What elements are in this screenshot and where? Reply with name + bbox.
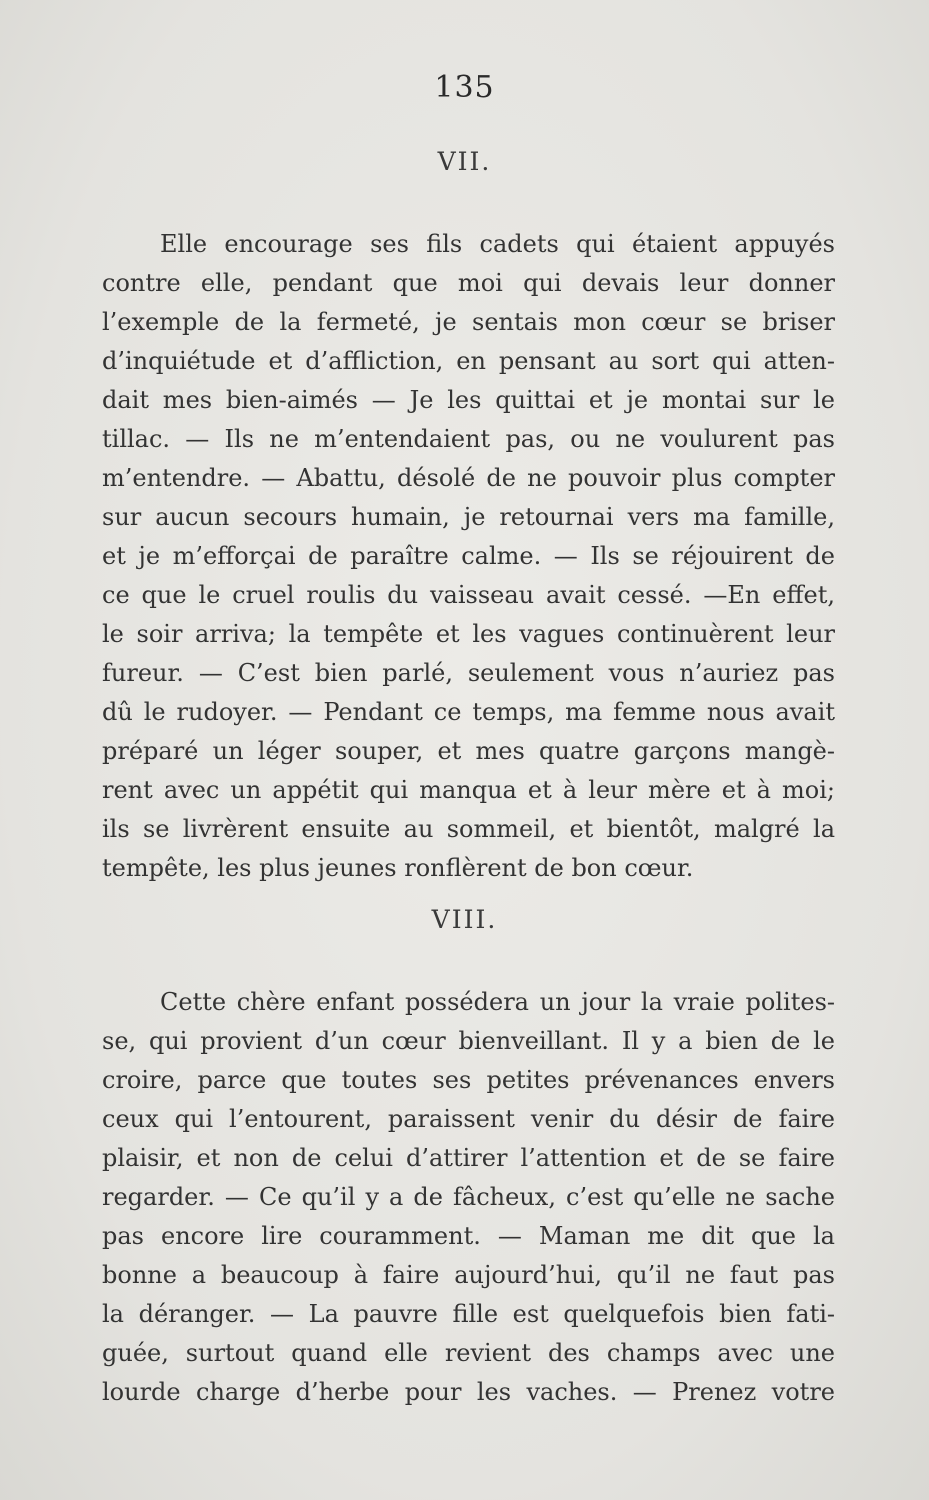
text-line: ce que le cruel roulis du vaisseau avait cessé. —En effet, bbox=[102, 581, 835, 609]
text-line: regarder. — Ce qu’il y a de fâcheux, c’est qu’elle ne sache bbox=[102, 1183, 835, 1211]
text-line: préparé un léger souper, et mes quatre garçons mangè- bbox=[102, 737, 835, 765]
text-line: sur aucun secours humain, je retournai vers ma famille, bbox=[102, 503, 835, 531]
text-line: plaisir, et non de celui d’attirer l’attention et de se faire bbox=[102, 1144, 835, 1172]
text-line: contre elle, pendant que moi qui devais leur donner bbox=[102, 269, 835, 297]
text-line: pas encore lire couramment. — Maman me dit que la bbox=[102, 1222, 835, 1250]
text-line: Cette chère enfant possédera un jour la vraie polites- bbox=[160, 988, 835, 1016]
text-line: le soir arriva; la tempête et les vagues continuèrent leur bbox=[102, 620, 835, 648]
section-heading-viii: VIII. bbox=[431, 905, 498, 934]
text-line: fureur. — C’est bien parlé, seulement vous n’auriez pas bbox=[102, 659, 835, 687]
text-line: dû le rudoyer. — Pendant ce temps, ma femme nous avait bbox=[102, 698, 835, 726]
section-vii-text bbox=[102, 225, 835, 888]
text-line: rent avec un appétit qui manqua et à leur mère et à moi; bbox=[102, 776, 835, 804]
text-line: dait mes bien-aimés — Je les quittai et je montai sur le bbox=[102, 386, 835, 414]
text-line: Elle encourage ses fils cadets qui étaient appuyés bbox=[160, 230, 835, 258]
page-number: 135 bbox=[434, 70, 495, 105]
text-line: bonne a beaucoup à faire aujourd’hui, qu’il ne faut pas bbox=[102, 1261, 835, 1289]
text-line: se, qui provient d’un cœur bienveillant. Il y a bien de le bbox=[102, 1027, 835, 1055]
text-line: lourde charge d’herbe pour les vaches. — Prenez votre bbox=[102, 1378, 835, 1406]
section-heading-vii: VII. bbox=[437, 147, 492, 176]
text-line: ils se livrèrent ensuite au sommeil, et bientôt, malgré la bbox=[102, 815, 835, 843]
text-line: l’exemple de la fermeté, je sentais mon cœur se briser bbox=[102, 308, 835, 336]
text-line: tempête, les plus jeunes ronflèrent de bon cœur. bbox=[102, 854, 694, 882]
text-line: croire, parce que toutes ses petites prévenances envers bbox=[102, 1066, 835, 1094]
text-line: la déranger. — La pauvre fille est quelquefois bien fati- bbox=[102, 1300, 835, 1328]
text-line: et je m’efforçai de paraître calme. — Ils se réjouirent de bbox=[102, 542, 835, 570]
text-line: d’inquiétude et d’affliction, en pensant au sort qui atten- bbox=[102, 347, 835, 375]
text-line: ceux qui l’entourent, paraissent venir du désir de faire bbox=[102, 1105, 835, 1133]
section-viii-text bbox=[102, 983, 835, 1412]
text-line: m’entendre. — Abattu, désolé de ne pouvoir plus compter bbox=[102, 464, 835, 492]
text-line: guée, surtout quand elle revient des champs avec une bbox=[102, 1339, 835, 1367]
text-line: tillac. — Ils ne m’entendaient pas, ou ne voulurent pas bbox=[102, 425, 835, 453]
